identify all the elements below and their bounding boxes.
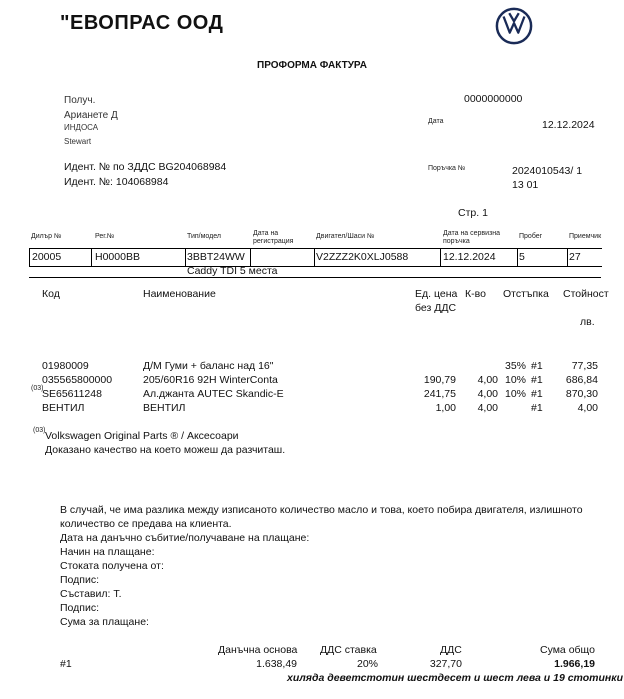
ident-number: Идент. №: 104068984 <box>64 176 169 188</box>
vehicle-receiver: 27 <box>569 251 581 263</box>
row-name: 205/60R16 92H WinterConta <box>143 374 278 386</box>
vehicle-header-orderdate: Дата на сервизна поръчка <box>443 230 501 245</box>
totals-header-rate: ДДС ставка <box>320 644 377 656</box>
recipient-line-3: ИНДОСА <box>64 123 99 132</box>
col-header-value: Стойност <box>563 288 609 300</box>
totals-header-base: Данъчна основа <box>218 644 298 656</box>
terms-payment: Начин на плащане: <box>60 546 155 558</box>
vehicle-model-name: Caddy TDI 5 места <box>187 265 278 277</box>
col-header-qty: К-во <box>465 288 486 300</box>
vehicle-vin: V2ZZZ2K0XLJ0588 <box>316 251 409 263</box>
order-label: Поръчка № <box>428 165 466 172</box>
row-price: 241,75 <box>423 388 456 400</box>
terms-signature-2: Подпис: <box>60 602 100 614</box>
row-price: 1,00 <box>435 402 456 414</box>
vehicle-header-receiver: Приемчик <box>569 233 602 240</box>
row-qty: 4,00 <box>477 388 498 400</box>
recipient-line-2: Арианете Д <box>64 110 118 121</box>
totals-total: 1.966,19 <box>554 658 595 670</box>
totals-base: 1.638,49 <box>256 658 297 670</box>
row-name: Д/М Гуми + баланс над 16" <box>143 360 274 372</box>
col-header-name: Наименование <box>143 288 216 300</box>
col-header-price-1: Ед. цена <box>415 288 458 300</box>
row-code: 01980009 <box>42 360 89 372</box>
totals-vat: 327,70 <box>429 658 462 670</box>
row-value: 686,84 <box>565 374 598 386</box>
vehicle-reg: Н0000ВВ <box>95 251 140 263</box>
vehicle-dealer: 20005 <box>32 251 62 263</box>
row-mark: #1 <box>531 374 543 386</box>
vehicle-header-dealer: Дилър № <box>31 233 62 240</box>
date-label: Дата <box>428 118 444 125</box>
totals-mark: #1 <box>60 658 72 670</box>
terms-received: Стоката получена от: <box>60 560 164 572</box>
row-name: Ал.джанта AUTEC Skandic-E <box>143 388 284 400</box>
notes-parts: Volkswagen Original Parts ® / Аксесоари <box>45 430 239 442</box>
col-header-currency: лв. <box>580 316 595 328</box>
row-discount: 10% <box>505 388 527 400</box>
row-qty: 4,00 <box>477 402 498 414</box>
vehicle-header-regdate: Дата на регистрация <box>253 230 294 245</box>
vehicle-header-reg: Рег.№ <box>95 233 115 240</box>
vehicle-bottom-line <box>29 277 601 278</box>
terms-oil-1: В случай, че има разлика между изписаното количество масло и това, което побира двигателя, излишното <box>60 504 583 516</box>
terms-oil-2: количество се предава на клиента. <box>60 518 232 530</box>
document-number: 0000000000 <box>464 93 523 105</box>
vehicle-header-model: Тип/модел <box>187 233 221 240</box>
col-header-price-2: без ДДС <box>415 302 457 314</box>
row-value: 4,00 <box>577 402 598 414</box>
row-mark: #1 <box>531 402 543 414</box>
totals-rate: 20% <box>357 658 379 670</box>
row-prefix: (03) <box>31 385 44 392</box>
page-number: Стр. 1 <box>458 207 488 219</box>
totals-header-total: Сума общо <box>540 644 595 656</box>
vehicle-model-code: 3BBT24WW <box>187 251 245 263</box>
totals-header-vat: ДДС <box>440 644 462 656</box>
vehicle-mileage: 5 <box>519 251 525 263</box>
vehicle-order-date: 12.12.2024 <box>443 251 496 263</box>
row-value: 870,30 <box>565 388 598 400</box>
vehicle-header-mileage: Пробег <box>519 233 543 240</box>
notes-prefix: (03) <box>33 427 46 434</box>
row-name: ВЕНТИЛ <box>143 402 186 414</box>
terms-sum: Сума за плащане: <box>60 616 149 628</box>
row-price: 190,79 <box>423 374 456 386</box>
order-value: 2024010543/ 1 <box>512 165 583 177</box>
col-header-code: Код <box>42 288 60 300</box>
terms-signature-1: Подпис: <box>60 574 100 586</box>
vehicle-header-engine: Двигател/Шаси № <box>316 233 375 240</box>
company-name: "ЕВОПРАС ООД <box>60 12 224 34</box>
row-code: ВЕНТИЛ <box>42 402 85 414</box>
vw-logo-icon <box>495 7 533 45</box>
totals-in-words: хиляда деветстотин шестдесет и шест лева и 19 стотинки <box>287 672 623 684</box>
row-code: 035565800000 <box>42 374 113 386</box>
notes-quality: Доказано качество на което можеш да разчиташ. <box>45 444 286 456</box>
row-discount: 35% <box>505 360 527 372</box>
ident-vat: Идент. № по ЗДДС BG204068984 <box>64 161 227 173</box>
recipient-line-1: Получ. <box>64 95 96 106</box>
document-title: ПРОФОРМА ФАКТУРА <box>257 60 367 71</box>
row-discount: 10% <box>505 374 527 386</box>
terms-tax-date: Дата на данъчно събитие/получаване на плащане: <box>60 532 310 544</box>
row-qty: 4,00 <box>477 374 498 386</box>
order-value-2: 13 01 <box>512 179 539 191</box>
row-value: 77,35 <box>571 360 598 372</box>
row-mark: #1 <box>531 388 543 400</box>
row-mark: #1 <box>531 360 543 372</box>
col-header-discount: Отстъпка <box>503 288 549 300</box>
terms-compiled: Съставил: Т. <box>60 588 122 600</box>
recipient-line-4: Stewart <box>64 137 92 146</box>
document-date: 12.12.2024 <box>542 119 595 131</box>
row-code: SE65611248 <box>42 388 102 400</box>
